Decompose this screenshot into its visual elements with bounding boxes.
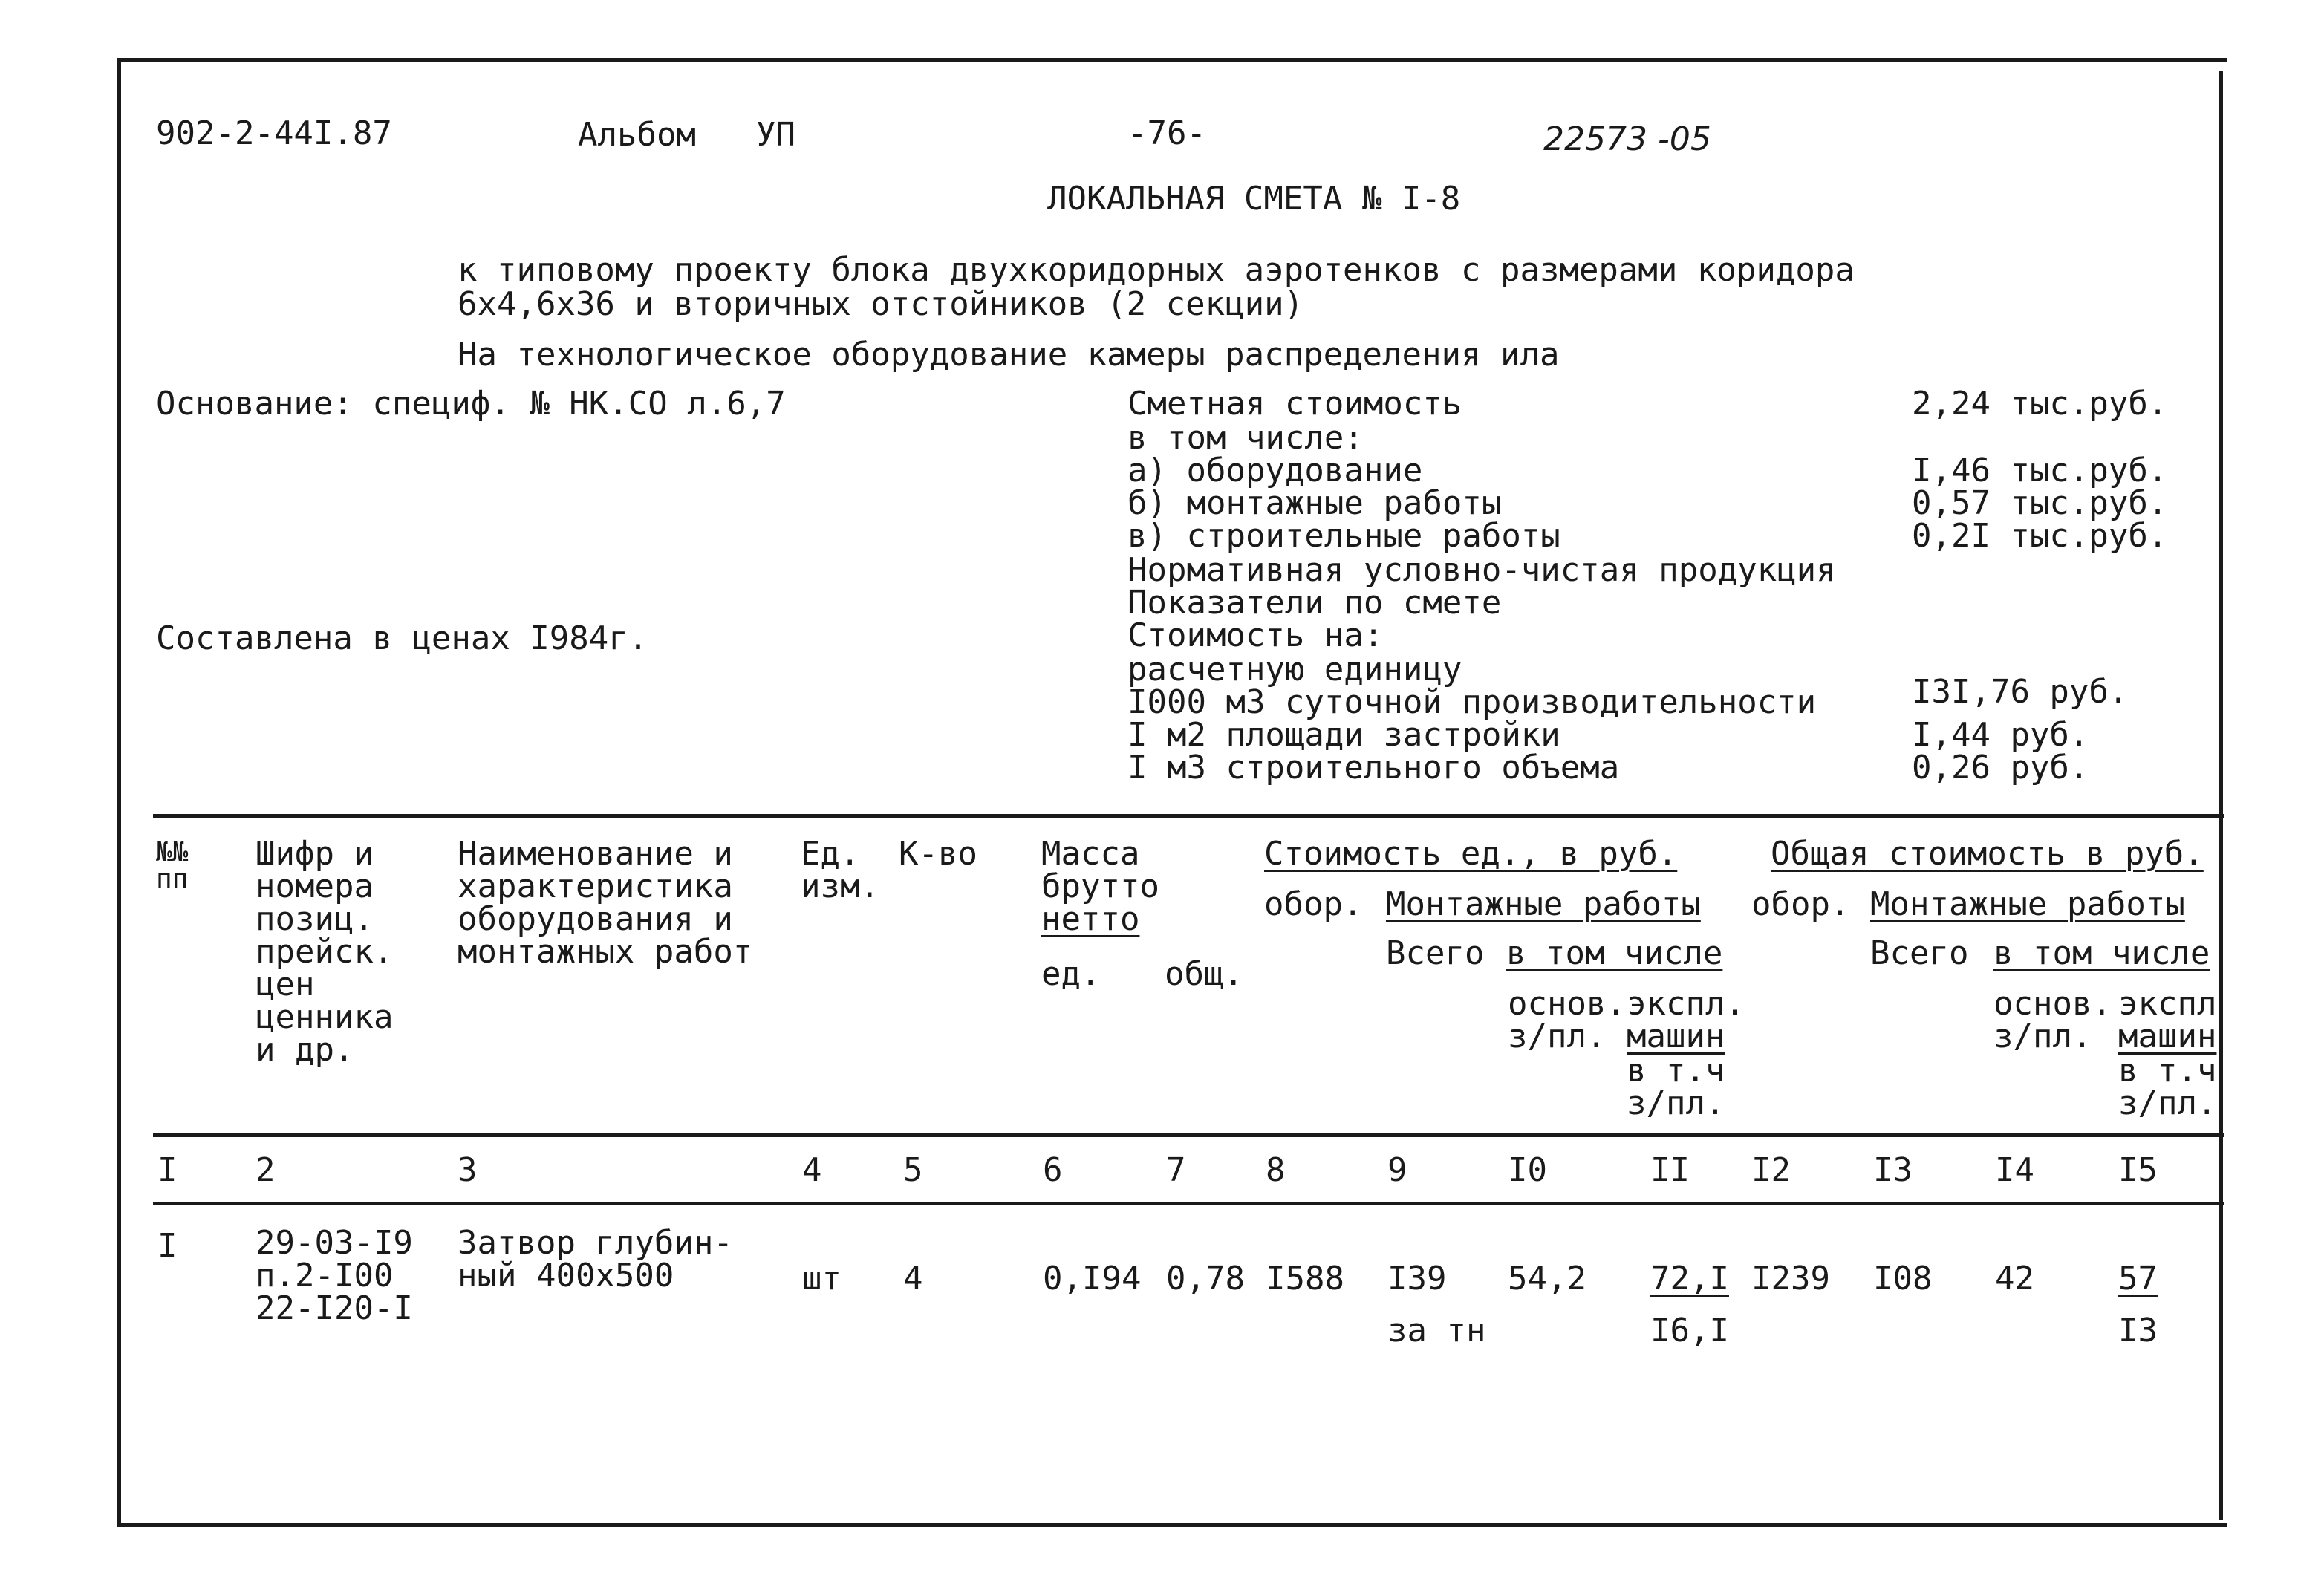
summary-unit: расчетную единицу xyxy=(1127,651,1462,688)
summary-normative: Нормативная условно-чистая продукция xyxy=(1127,551,1836,589)
header-install-total-2: Всего xyxy=(1870,934,1969,972)
header-equip-2: обор. xyxy=(1751,885,1850,923)
table-colnum-rule xyxy=(153,1202,2224,1205)
doc-code: 902-2-44I.87 xyxy=(156,114,392,152)
header-name: Наименование и характеристика оборудования и монтажных работ xyxy=(458,835,753,971)
header-base-wage: основ. з/пл. xyxy=(1508,985,1626,1055)
colnum-11: II xyxy=(1650,1151,1690,1189)
colnum-14: I4 xyxy=(1995,1151,2034,1189)
summary-equip-label: а) оборудование xyxy=(1127,452,1423,489)
header-incl: в том числе xyxy=(1506,934,1723,972)
header-qty: К-во xyxy=(899,835,977,873)
summary-per-m2-value: I,44 руб. xyxy=(1912,716,2089,754)
subtitle-line2: 6x4,6x36 и вторичных отстойников (2 секции) xyxy=(458,285,1304,323)
colnum-6: 6 xyxy=(1043,1151,1063,1189)
row-base-wage: 54,2 xyxy=(1508,1260,1586,1298)
row-equip: I588 xyxy=(1266,1260,1344,1298)
row-machine: 72,I xyxy=(1650,1260,1729,1298)
colnum-15: I5 xyxy=(2118,1151,2158,1189)
header-mass-gross: брутто xyxy=(1041,867,1159,905)
header-no: №№ пп xyxy=(156,837,189,894)
header-unit-cost: Стоимость ед., в руб. xyxy=(1264,835,1678,873)
basis: Основание: специф. № НК.СО л.6,7 xyxy=(156,385,786,423)
row-per-ton: за тн xyxy=(1387,1312,1486,1350)
colnum-3: 3 xyxy=(458,1151,478,1189)
row-total-machine: 57 xyxy=(2118,1260,2158,1298)
summary-construction-label: в) строительные работы xyxy=(1127,517,1560,555)
table-top-rule xyxy=(153,814,2224,818)
colnum-7: 7 xyxy=(1166,1151,1186,1189)
document-frame-right xyxy=(2219,71,2223,1520)
colnum-2: 2 xyxy=(255,1151,276,1189)
summary-per-m2-label: I м2 площади застройки xyxy=(1127,716,1560,754)
header-install: Монтажные работы xyxy=(1386,885,1701,923)
row-total-base-wage: 42 xyxy=(1995,1260,2034,1298)
header-machine-wage: в т.ч з/пл. xyxy=(1627,1052,1725,1122)
header-machine: экспл. xyxy=(1627,985,1745,1023)
header-equip: обор. xyxy=(1264,885,1363,923)
album-number: УП xyxy=(756,116,795,154)
header-machine-b: машин xyxy=(1627,1018,1725,1055)
colnum-10: I0 xyxy=(1508,1151,1547,1189)
header-mass-unit: ед. xyxy=(1041,955,1101,993)
header-total-cost: Общая стоимость в руб. xyxy=(1771,835,2204,873)
row-total-equip: I239 xyxy=(1751,1260,1830,1298)
subject: На технологическое оборудование камеры распределения ила xyxy=(458,336,1560,374)
row-qty: 4 xyxy=(903,1260,923,1298)
row-unit: шт xyxy=(802,1260,842,1298)
page-title: ЛОКАЛЬНАЯ СМЕТА № I-8 xyxy=(1047,180,1461,218)
header-machine-b-2: машин xyxy=(2118,1018,2217,1055)
summary-incl: в том числе: xyxy=(1127,419,1364,457)
colnum-5: 5 xyxy=(903,1151,923,1189)
summary-equip-value: I,46 тыс.руб. xyxy=(1912,452,2168,489)
row-mass-unit: 0,I94 xyxy=(1043,1260,1142,1298)
summary-cost-value: 2,24 тыс.руб. xyxy=(1912,385,2168,423)
summary-per-1000-label: I000 м3 суточной производительности xyxy=(1127,683,1817,721)
summary-per-m3-value: 0,26 руб. xyxy=(1912,749,2089,787)
header-unit: Ед. изм. xyxy=(801,835,879,905)
header-code: Шифр и номера позиц. прейск. цен ценника и др. xyxy=(255,835,394,1069)
summary-per-m3-label: I м3 строительного объема xyxy=(1127,749,1620,787)
colnum-4: 4 xyxy=(802,1151,822,1189)
header-install-2: Монтажные работы xyxy=(1870,885,2185,923)
registration-stamp: 22573 -05 xyxy=(1543,120,1711,158)
row-machine-wage: I6,I xyxy=(1650,1312,1729,1350)
row-mass-total: 0,78 xyxy=(1166,1260,1245,1298)
summary-install-label: б) монтажные работы xyxy=(1127,484,1502,522)
header-machine-wage-2: в т.ч з/пл. xyxy=(2118,1052,2217,1122)
colnum-13: I3 xyxy=(1873,1151,1913,1189)
row-name: Затвор глубин- ный 400x500 xyxy=(458,1224,733,1295)
row-code: 29-03-I9 п.2-I00 22-I20-I xyxy=(255,1224,413,1327)
summary-install-value: 0,57 тыс.руб. xyxy=(1912,484,2168,522)
header-mass: Масса xyxy=(1041,835,1140,873)
header-machine-2: экспл xyxy=(2118,985,2217,1023)
summary-construction-value: 0,2I тыс.руб. xyxy=(1912,517,2168,555)
summary-indicators: Показатели по смете xyxy=(1127,584,1502,622)
colnum-12: I2 xyxy=(1751,1151,1791,1189)
row-install-total: I39 xyxy=(1387,1260,1447,1298)
summary-per-1000-value: I3I,76 руб. xyxy=(1912,673,2129,711)
prices-year: Составлена в ценах I984г. xyxy=(156,619,648,657)
colnum-9: 9 xyxy=(1387,1151,1407,1189)
header-mass-total: общ. xyxy=(1165,955,1243,993)
album-label: Альбом xyxy=(578,116,696,154)
summary-cost-per: Стоимость на: xyxy=(1127,616,1384,654)
header-install-total: Всего xyxy=(1386,934,1485,972)
header-mass-net: нетто xyxy=(1041,900,1140,938)
colnum-1: I xyxy=(157,1151,178,1189)
summary-cost-label: Сметная стоимость xyxy=(1127,385,1462,423)
page-number: -76- xyxy=(1127,114,1206,152)
subtitle-line1: к типовому проекту блока двухкоридорных аэротенков с размерами коридора xyxy=(458,251,1855,289)
row-no: I xyxy=(157,1227,178,1265)
row-total-install: I08 xyxy=(1873,1260,1933,1298)
header-base-wage-2: основ. з/пл. xyxy=(1993,985,2112,1055)
row-total-machine-wage: I3 xyxy=(2118,1312,2158,1350)
table-header-rule xyxy=(153,1133,2224,1137)
colnum-8: 8 xyxy=(1266,1151,1286,1189)
header-incl-2: в том числе xyxy=(1993,934,2210,972)
